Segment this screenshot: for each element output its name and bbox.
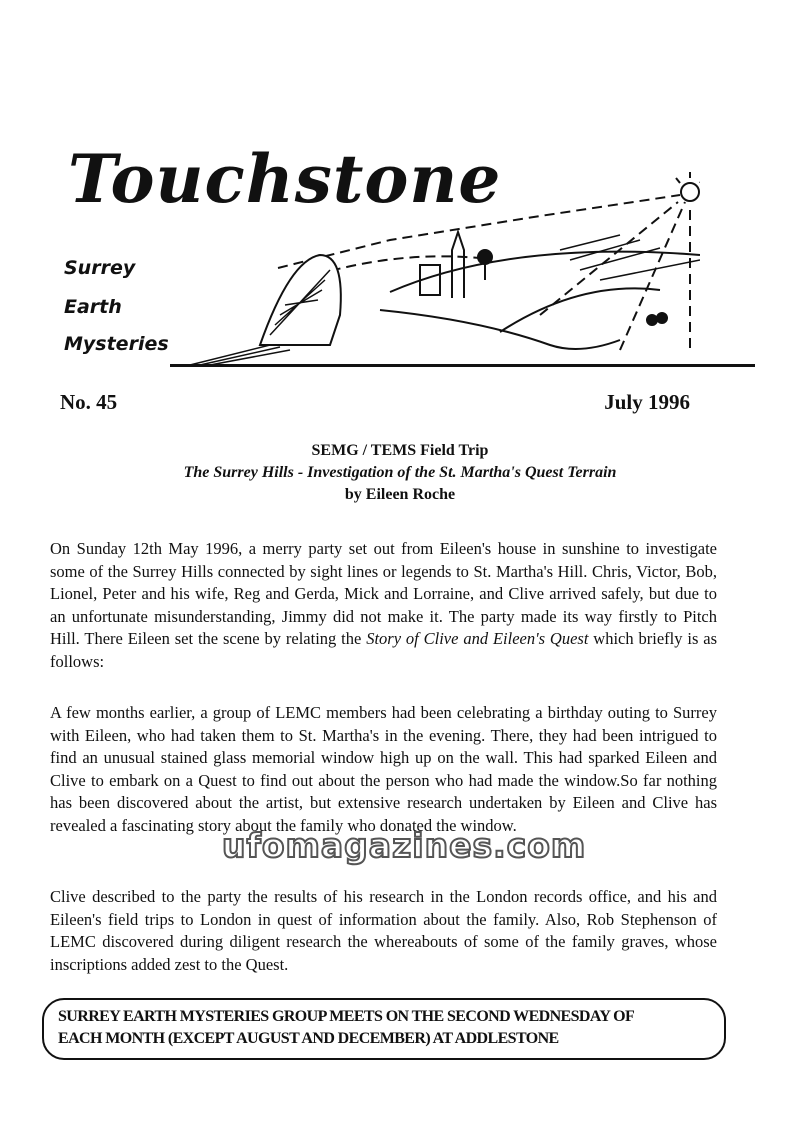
article-heading (0, 440, 800, 506)
paragraph-3-text: Clive described to the party the results of his research in the London records office, and his and Eileen's field trips to London in quest of information about the family. Also, Rob Stephenson of LEMC discovered during diligent research the whereabouts of some of the family graves, whose inscriptions added zest to the Quest. (50, 887, 717, 974)
masthead-rule (170, 364, 755, 367)
paragraph-1 (50, 538, 717, 673)
masthead-subtitle-mysteries: Mysteries (64, 333, 169, 355)
masthead (60, 140, 700, 375)
article-kicker: SEMG / TEMS Field Trip (311, 442, 489, 459)
paragraph-1-text: On Sunday 12th May 1996, a merry party set out from Eileen's house in sunshine to investigate some of the Surrey Hills connected by sight lines or legends to St. Martha's Hill. Chris, Victor, Bob, Lionel, Peter and his wife, Reg and Gerda, Mick and Lorraine, and Clive arrived safely, but due to an unfortunate misunderstanding, Jimmy did not make it. The party made its way firstly to Pitch Hill. There Eileen set the scene by relating the (50, 539, 717, 648)
paragraph-3 (50, 886, 717, 976)
paragraph-1-italic: Story of Clive and Eileen's Quest (366, 629, 589, 648)
sun-icon (681, 183, 699, 201)
paragraph-1-text-end: which briefly is as follows: (50, 629, 717, 671)
meeting-notice-line-2: EACH MONTH (EXCEPT AUGUST AND DECEMBER) AT ADDLESTONE (58, 1030, 559, 1047)
issue-number: No. 45 (60, 390, 118, 414)
meeting-notice-line-1: SURREY EARTH MYSTERIES GROUP MEETS ON THE SECOND WEDNESDAY OF (58, 1008, 635, 1025)
masthead-subtitle-surrey: Surrey (64, 257, 136, 279)
meeting-notice-box (42, 998, 726, 1060)
meeting-notice (58, 1006, 634, 1050)
masthead-title: Touchstone (68, 140, 502, 218)
masthead-subtitle-earth: Earth (64, 296, 122, 318)
article-byline: by Eileen Roche (344, 486, 456, 503)
issue-date: July 1996 (604, 390, 690, 414)
paragraph-2-text: A few months earlier, a group of LEMC members had been celebrating a birthday outing to Surrey with Eileen, who had taken them to St. Martha's in the evening. There, they had been intrigued to find an unusual stained glass memorial window high up on the wall. This had sparked Eileen and Clive to embark on a Quest to find out about the person who had made the window.So far nothing has been discovered about the artist, but extensive research undertaken by Eileen and Clive has revealed a fascinating story about the family who donated the window. (50, 703, 717, 835)
article-title: The Surrey Hills - Investigation of the St. Martha's Quest Terrain (183, 464, 617, 481)
paragraph-2 (50, 702, 717, 837)
watermark: ufomagazines.com (222, 826, 587, 865)
